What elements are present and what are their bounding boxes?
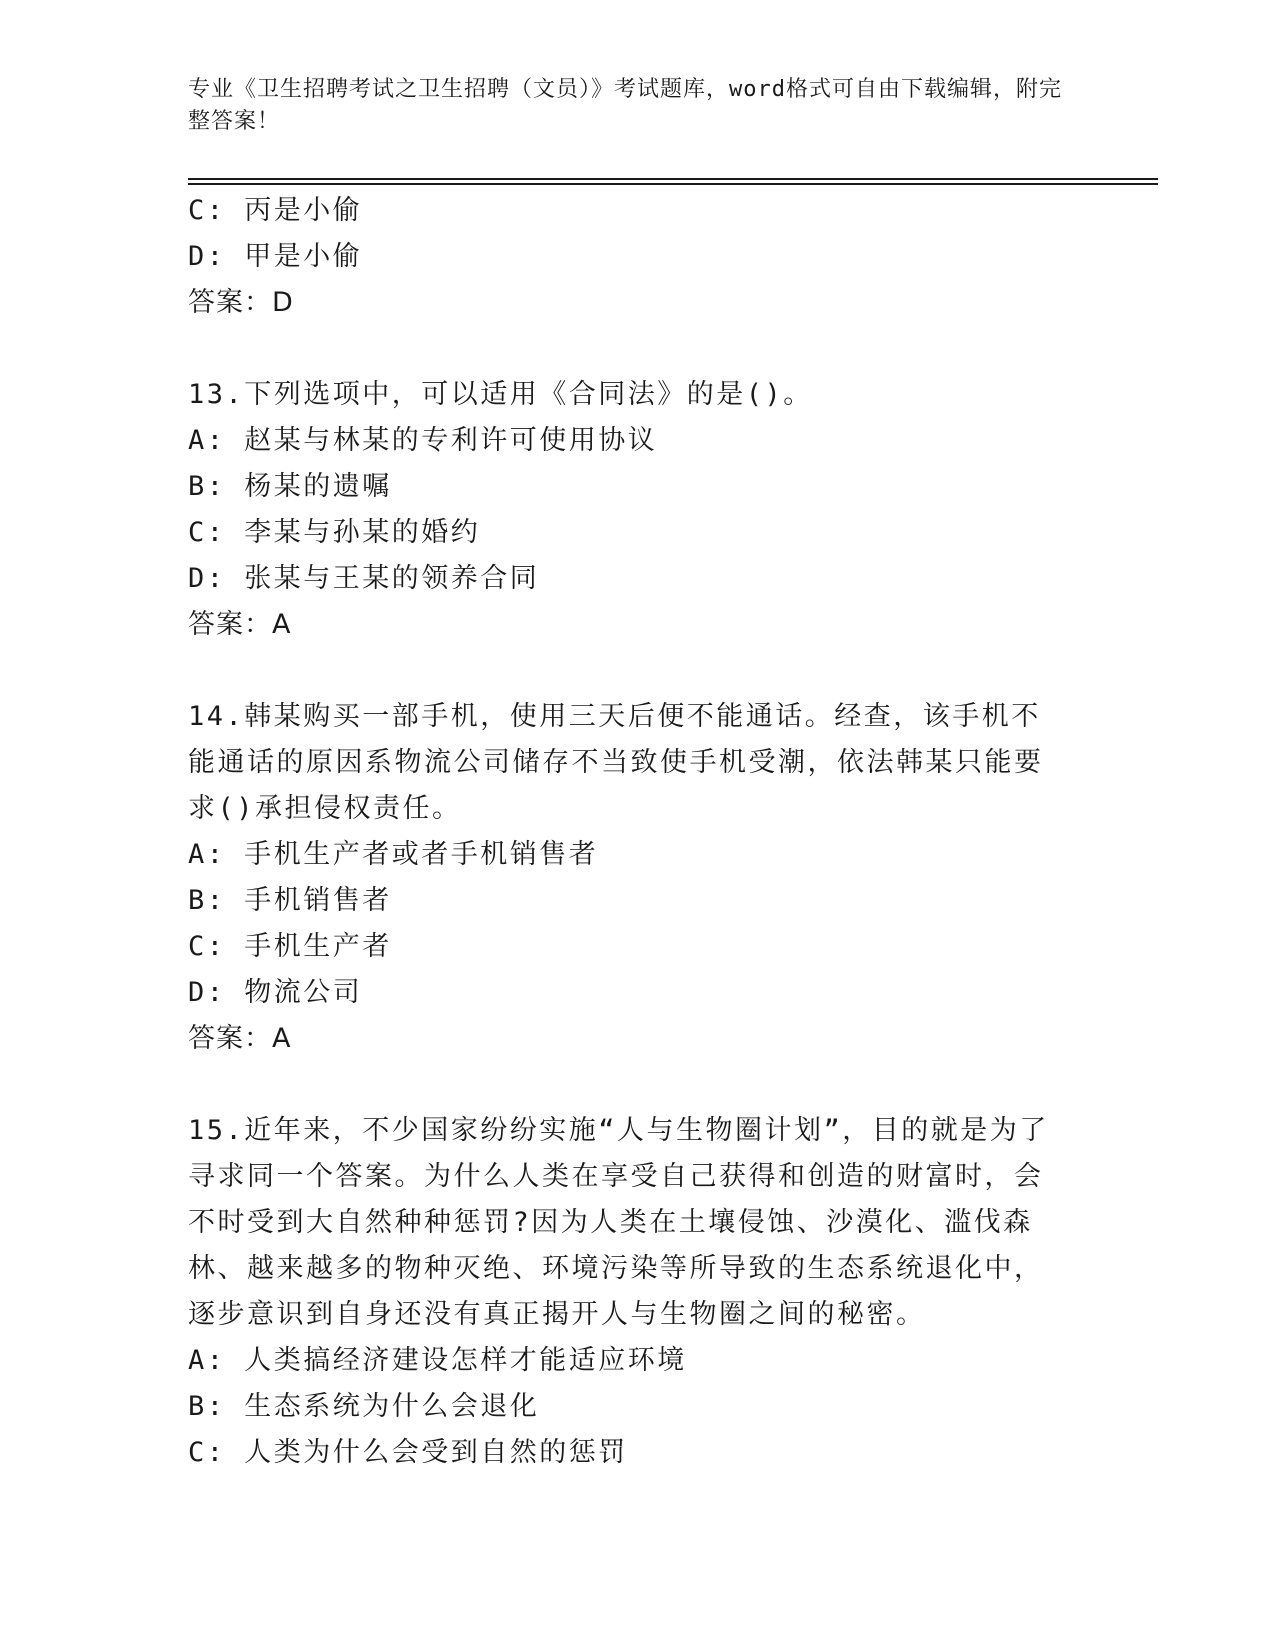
question-stem: 15.近年来，不少国家纷纷实施“人与生物圈计划”，目的就是为了寻求同一个答案。为什么人类在享受自己获得和创造的财富时，会不时受到大自然种种惩罚?因为人类在土壤侵蚀、沙漠化、滥伐森林、越来越多的物种灭绝、环境污染等所导致的生态系统退化中，逐步意识到自身还没有真正揭开人与生物圈之间的秘密。 (188, 1115, 1049, 1330)
option-b: B: 手机销售者 (188, 885, 392, 916)
option-c: C: 人类为什么会受到自然的惩罚 (188, 1437, 628, 1468)
question-13 (188, 372, 1088, 648)
option-d: D: 张某与王某的领养合同 (188, 563, 540, 594)
option-a: A: 赵某与林某的专利许可使用协议 (188, 425, 658, 456)
question-stem: 14.韩某购买一部手机，使用三天后便不能通话。经查，该手机不能通话的原因系物流公司储存不当致使手机受潮，依法韩某只能要求()承担侵权责任。 (188, 701, 1044, 824)
header-rule-bottom (188, 183, 1158, 185)
option-c: C: 李某与孙某的婚约 (188, 517, 481, 548)
answer-line: 答案：A (188, 1023, 292, 1054)
question-list (188, 188, 1088, 1476)
answer-line: 答案：D (188, 287, 294, 318)
question-stem: 13.下列选项中，可以适用《合同法》的是()。 (188, 379, 813, 410)
question-14 (188, 694, 1088, 1062)
option-c: C: 丙是小偷 (188, 195, 363, 226)
spacer (188, 1062, 1088, 1108)
option-c: C: 手机生产者 (188, 931, 392, 962)
question-15 (188, 1108, 1088, 1476)
option-d: D: 物流公司 (188, 977, 363, 1008)
option-b: B: 杨某的遗嘱 (188, 471, 392, 502)
spacer (188, 648, 1088, 694)
header-rule-top (188, 178, 1158, 180)
page-header: 专业《卫生招聘考试之卫生招聘（文员）》考试题库，word格式可自由下载编辑，附完整答案！ (188, 77, 1062, 134)
spacer (188, 326, 1088, 372)
option-a: A: 人类搞经济建设怎样才能适应环境 (188, 1345, 687, 1376)
option-b: B: 生态系统为什么会退化 (188, 1391, 540, 1422)
option-a: A: 手机生产者或者手机销售者 (188, 839, 599, 870)
answer-line: 答案：A (188, 609, 292, 640)
option-d: D: 甲是小偷 (188, 241, 363, 272)
